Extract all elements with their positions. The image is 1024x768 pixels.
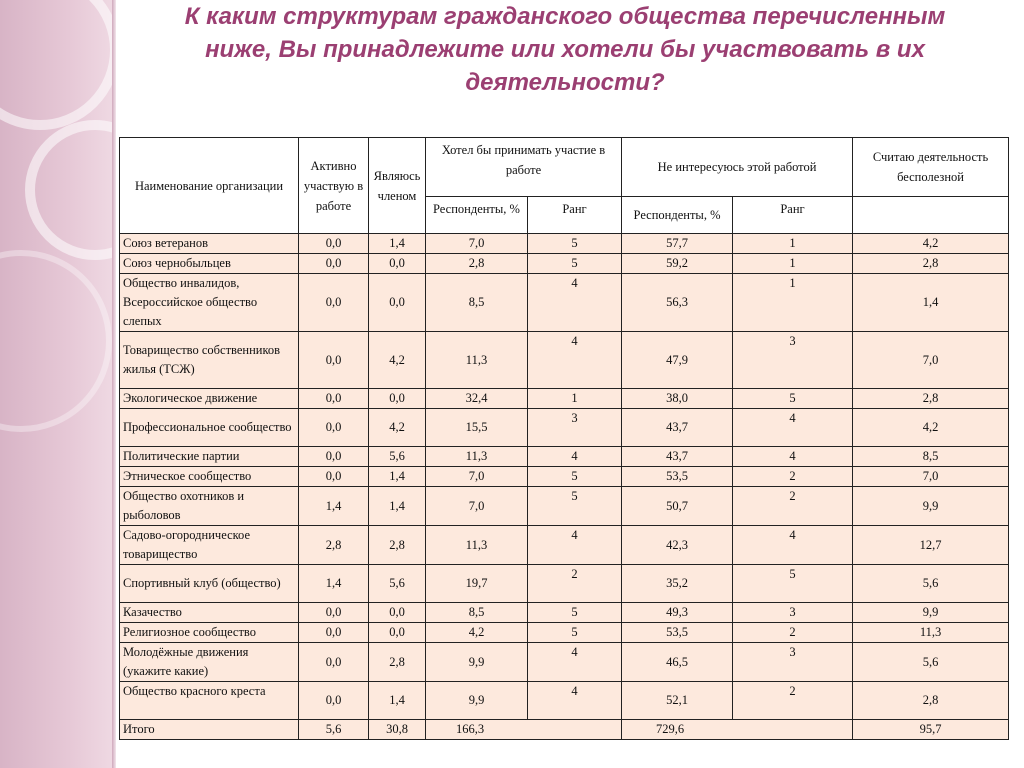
not-interested-pct-value: 56,3 [622,274,733,332]
organization-name: Религиозное сообщество [120,623,299,643]
not-interested-pct-value: 59,2 [622,254,733,274]
active-value: 0,0 [299,682,369,720]
total-useless-value: 95,7 [853,720,1009,740]
organization-name: Казачество [120,603,299,623]
want-rank-value: 5 [528,603,622,623]
not-interested-rank-value: 3 [733,643,853,682]
table-row [120,487,1009,526]
member-value: 5,6 [369,565,426,603]
decorative-ring [0,250,112,432]
member-value: 0,0 [369,274,426,332]
table-row [120,409,1009,447]
total-active-value: 5,6 [299,720,369,740]
organization-name: Союз ветеранов [120,234,299,254]
active-value: 0,0 [299,332,369,389]
not-interested-pct-value: 53,5 [622,623,733,643]
want-pct-value: 7,0 [426,487,528,526]
want-pct-value: 32,4 [426,389,528,409]
table-row [120,254,1009,274]
member-value: 0,0 [369,254,426,274]
useless-value: 5,6 [853,643,1009,682]
organization-name: Общество красного креста [120,682,299,720]
header-organization-name: Наименование организации [120,138,299,234]
useless-value: 12,7 [853,526,1009,565]
member-value: 0,0 [369,623,426,643]
organization-name: Политические партии [120,447,299,467]
active-value: 0,0 [299,623,369,643]
want-rank-value: 4 [528,682,622,720]
not-interested-rank-value: 3 [733,332,853,389]
decorative-ring [25,120,114,260]
not-interested-rank-value: 2 [733,467,853,487]
want-pct-value: 8,5 [426,603,528,623]
active-value: 0,0 [299,389,369,409]
header-active: Активно участвую в работе [299,138,369,234]
useless-value: 2,8 [853,682,1009,720]
active-value: 0,0 [299,274,369,332]
header-want-participate: Хотел бы принимать участие в работе [426,138,622,197]
not-interested-pct-value: 47,9 [622,332,733,389]
table-row [120,603,1009,623]
member-value: 0,0 [369,389,426,409]
header-respondents-pct: Респонденты, % [426,197,528,234]
useless-value: 7,0 [853,467,1009,487]
member-value: 1,4 [369,234,426,254]
side-panel-edge [112,0,116,768]
useless-value: 5,6 [853,565,1009,603]
want-rank-value: 5 [528,234,622,254]
useless-value: 9,9 [853,603,1009,623]
survey-table [119,137,1009,740]
want-pct-value: 4,2 [426,623,528,643]
table-total-row [120,720,1009,740]
not-interested-rank-value: 5 [733,389,853,409]
not-interested-pct-value: 42,3 [622,526,733,565]
organization-name: Этническое сообщество [120,467,299,487]
not-interested-rank-value: 4 [733,526,853,565]
want-rank-value: 5 [528,487,622,526]
not-interested-rank-value: 1 [733,234,853,254]
organization-name: Товарищество собственников жилья (ТСЖ) [120,332,299,389]
want-pct-value: 11,3 [426,526,528,565]
header-useless: Считаю деятельность бесполезной [853,138,1009,197]
want-rank-value: 4 [528,332,622,389]
member-value: 2,8 [369,526,426,565]
not-interested-pct-value: 57,7 [622,234,733,254]
not-interested-pct-value: 46,5 [622,643,733,682]
table-row [120,526,1009,565]
header-rank: Ранг [528,197,622,234]
want-pct-value: 7,0 [426,234,528,254]
table-row [120,623,1009,643]
total-label: Итого [120,720,299,740]
want-pct-value: 9,9 [426,643,528,682]
table-body [120,234,1009,740]
want-rank-value: 5 [528,467,622,487]
want-rank-value: 2 [528,565,622,603]
member-value: 1,4 [369,487,426,526]
slide-title: К каким структурам гражданского общества перечисленным ниже, Вы принадлежите или хотели бы участвовать в их деятельности? [184,3,946,96]
not-interested-pct-value: 43,7 [622,447,733,467]
not-interested-rank-value: 2 [733,623,853,643]
table-row [120,467,1009,487]
want-rank-value: 4 [528,274,622,332]
not-interested-rank-value: 2 [733,682,853,720]
active-value: 0,0 [299,447,369,467]
table-row [120,682,1009,720]
active-value: 0,0 [299,254,369,274]
active-value: 2,8 [299,526,369,565]
organization-name: Профессиональное сообщество [120,409,299,447]
active-value: 0,0 [299,643,369,682]
want-rank-value: 1 [528,389,622,409]
want-pct-value: 2,8 [426,254,528,274]
member-value: 5,6 [369,447,426,467]
organization-name: Общество инвалидов, Всероссийское общество слепых [120,274,299,332]
not-interested-rank-value: 1 [733,274,853,332]
not-interested-rank-value: 4 [733,409,853,447]
want-rank-value: 3 [528,409,622,447]
want-pct-value: 8,5 [426,274,528,332]
useless-value: 7,0 [853,332,1009,389]
useless-value: 2,8 [853,254,1009,274]
total-not-interested-pct-value: 729,6 [622,720,853,740]
useless-value: 2,8 [853,389,1009,409]
not-interested-pct-value: 52,1 [622,682,733,720]
header-not-interested: Не интересуюсь этой работой [622,138,853,197]
want-pct-value: 15,5 [426,409,528,447]
organization-name: Спортивный клуб (общество) [120,565,299,603]
member-value: 0,0 [369,603,426,623]
total-member-value: 30,8 [369,720,426,740]
useless-value: 9,9 [853,487,1009,526]
table-row [120,234,1009,254]
want-rank-value: 4 [528,526,622,565]
want-rank-value: 4 [528,643,622,682]
not-interested-pct-value: 43,7 [622,409,733,447]
want-pct-value: 19,7 [426,565,528,603]
not-interested-rank-value: 3 [733,603,853,623]
table-row [120,274,1009,332]
member-value: 1,4 [369,467,426,487]
active-value: 0,0 [299,603,369,623]
header-respondents-pct: Респонденты, % [622,197,733,234]
member-value: 1,4 [369,682,426,720]
member-value: 4,2 [369,409,426,447]
header-empty-cell [853,197,1009,234]
active-value: 1,4 [299,487,369,526]
organization-name: Общество охотников и рыболовов [120,487,299,526]
not-interested-pct-value: 53,5 [622,467,733,487]
active-value: 0,0 [299,234,369,254]
decorative-ring [0,0,114,130]
want-rank-value: 5 [528,623,622,643]
not-interested-rank-value: 1 [733,254,853,274]
want-pct-value: 11,3 [426,447,528,467]
useless-value: 1,4 [853,274,1009,332]
table-header [120,138,1009,234]
member-value: 2,8 [369,643,426,682]
active-value: 1,4 [299,565,369,603]
total-want-pct-value: 166,3 [426,720,622,740]
active-value: 0,0 [299,409,369,447]
want-rank-value: 5 [528,254,622,274]
organization-name: Экологическое движение [120,389,299,409]
member-value: 4,2 [369,332,426,389]
useless-value: 4,2 [853,409,1009,447]
not-interested-pct-value: 38,0 [622,389,733,409]
not-interested-pct-value: 35,2 [622,565,733,603]
useless-value: 4,2 [853,234,1009,254]
header-rank: Ранг [733,197,853,234]
want-rank-value: 4 [528,447,622,467]
table-row [120,565,1009,603]
table-row [120,447,1009,467]
not-interested-rank-value: 5 [733,565,853,603]
not-interested-pct-value: 49,3 [622,603,733,623]
useless-value: 11,3 [853,623,1009,643]
organization-name: Молодёжные движения (укажите какие) [120,643,299,682]
table-row [120,389,1009,409]
want-pct-value: 9,9 [426,682,528,720]
useless-value: 8,5 [853,447,1009,467]
not-interested-pct-value: 50,7 [622,487,733,526]
not-interested-rank-value: 4 [733,447,853,467]
active-value: 0,0 [299,467,369,487]
header-member: Являюсь членом [369,138,426,234]
organization-name: Садово-огородническое товарищество [120,526,299,565]
want-pct-value: 11,3 [426,332,528,389]
organization-name: Союз чернобыльцев [120,254,299,274]
want-pct-value: 7,0 [426,467,528,487]
table-row [120,643,1009,682]
not-interested-rank-value: 2 [733,487,853,526]
decorative-side-panel [0,0,114,768]
table-row [120,332,1009,389]
